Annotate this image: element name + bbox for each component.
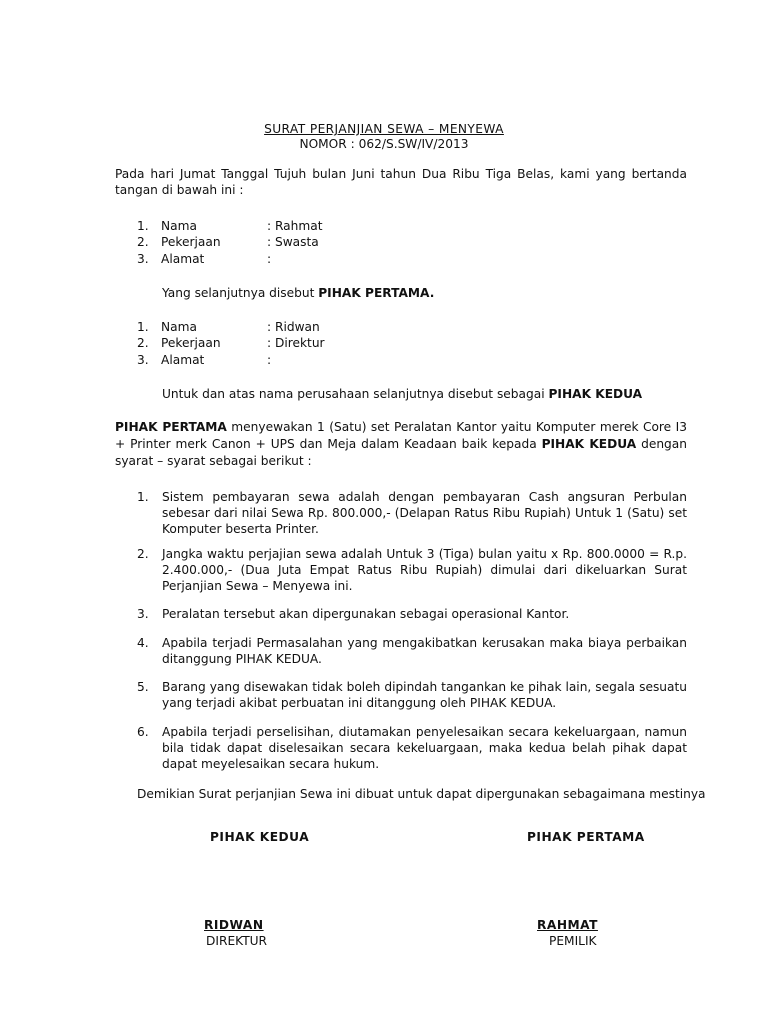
signatory-name-right: RAHMAT — [537, 918, 598, 932]
term-number: 5. — [137, 680, 149, 694]
agreement-text: menyewakan 1 (Satu) set Peralatan Kantor yaitu Komputer merek Core I3 + Printer merk Canon + UPS dan Meja dalam Keadaan baik kepada — [115, 420, 687, 451]
field-label: Nama — [161, 320, 197, 334]
agreement-paragraph — [115, 419, 687, 470]
field-label: Alamat — [161, 353, 205, 367]
term-item — [137, 546, 687, 594]
signatory-role-left: DIREKTUR — [206, 934, 268, 948]
agreement-bold-second-party: PIHAK KEDUA — [541, 437, 637, 451]
designation-bold: PIHAK KEDUA — [548, 387, 643, 401]
signature-heading-left: PIHAK KEDUA — [210, 830, 310, 844]
term-text: Apabila terjadi Permasalahan yang mengakibatkan kerusakan maka biaya perbaikan ditanggung PIHAK KEDUA. — [162, 636, 687, 666]
term-text: Peralatan tersebut akan dipergunakan sebagai operasional Kantor. — [162, 607, 570, 621]
term-item — [137, 635, 687, 667]
field-number: 3. — [137, 252, 149, 266]
field-number: 1. — [137, 320, 149, 334]
term-text: Sistem pembayaran sewa adalah dengan pembayaran Cash angsuran Perbulan sebesar dari nilai Sewa Rp. 800.000,- (Delapan Ratus Ribu Rupiah) Untuk 1 (Satu) set Komputer beserta Printer. — [162, 490, 687, 536]
term-item — [137, 679, 687, 711]
field-label: Alamat — [161, 252, 205, 266]
field-number: 1. — [137, 219, 149, 233]
term-text: Jangka waktu perjajian sewa adalah Untuk 3 (Tiga) bulan yaitu x Rp. 800.0000 = R.p. 2.400.000,- (Dua Juta Empat Ratus Ribu Rupiah) dimulai dari dikeluarkan Surat Perjanjian Sewa – Menyewa ini. — [162, 547, 687, 593]
term-number: 3. — [137, 607, 149, 621]
field-value: : Swasta — [267, 235, 319, 249]
field-label: Pekerjaan — [161, 235, 221, 249]
field-label: Nama — [161, 219, 197, 233]
party2-field-occupation — [137, 335, 325, 351]
agreement-bold-first-party: PIHAK PERTAMA — [115, 420, 227, 434]
document-title — [0, 121, 768, 137]
term-number: 4. — [137, 636, 149, 650]
closing-statement: Demikian Surat perjanjian Sewa ini dibuat untuk dapat dipergunakan sebagaimana mestinya — [137, 787, 706, 801]
signatory-name-left: RIDWAN — [204, 918, 264, 932]
signature-heading-right: PIHAK PERTAMA — [527, 830, 645, 844]
designation-text: Untuk dan atas nama perusahaan selanjutnya disebut sebagai — [162, 387, 549, 401]
field-number: 2. — [137, 235, 149, 249]
term-number: 1. — [137, 490, 149, 504]
opening-paragraph: Pada hari Jumat Tanggal Tujuh bulan Juni tahun Dua Ribu Tiga Belas, kami yang bertanda tangan di bawah ini : — [115, 167, 687, 197]
field-value: : Ridwan — [267, 320, 320, 334]
term-number: 6. — [137, 725, 149, 739]
party2-field-address — [137, 352, 271, 368]
party1-field-occupation — [137, 234, 319, 250]
designation-bold: PIHAK PERTAMA. — [318, 286, 435, 300]
party2-field-name — [137, 319, 320, 335]
term-item — [137, 606, 687, 622]
party1-field-name — [137, 218, 323, 234]
term-item — [137, 489, 687, 537]
document-number: NOMOR : 062/S.SW/IV/2013 — [299, 137, 469, 151]
field-value: : — [267, 353, 272, 367]
designation-text: Yang selanjutnya disebut — [162, 286, 319, 300]
signatory-role-right: PEMILIK — [549, 934, 597, 948]
field-value: : Rahmat — [267, 219, 323, 233]
party1-designation — [162, 285, 434, 301]
field-label: Pekerjaan — [161, 336, 221, 350]
term-number: 2. — [137, 547, 149, 561]
field-number: 3. — [137, 353, 149, 367]
field-value: : — [267, 252, 272, 266]
party2-designation — [162, 386, 642, 402]
term-item — [137, 724, 687, 772]
field-number: 2. — [137, 336, 149, 350]
party1-field-address — [137, 251, 271, 267]
agreement-text-end: dengan syarat – syarat sebagai berikut : — [115, 437, 687, 468]
term-text: Apabila terjadi perselisihan, diutamakan penyelesaikan secara kekeluargaan, namun bila tidak dapat diselesaikan secara kekeluargaan, maka kedua belah pihak dapat dapat meyelesaikan secara hukum. — [162, 725, 687, 771]
document-title-text: SURAT PERJANJIAN SEWA – MENYEWA — [264, 122, 504, 136]
term-text: Barang yang disewakan tidak boleh dipindah tangankan ke pihak lain, segala sesuatu yang terjadi akibat perbuatan ini ditanggung oleh PIHAK KEDUA. — [162, 680, 687, 710]
field-value: : Direktur — [267, 336, 325, 350]
